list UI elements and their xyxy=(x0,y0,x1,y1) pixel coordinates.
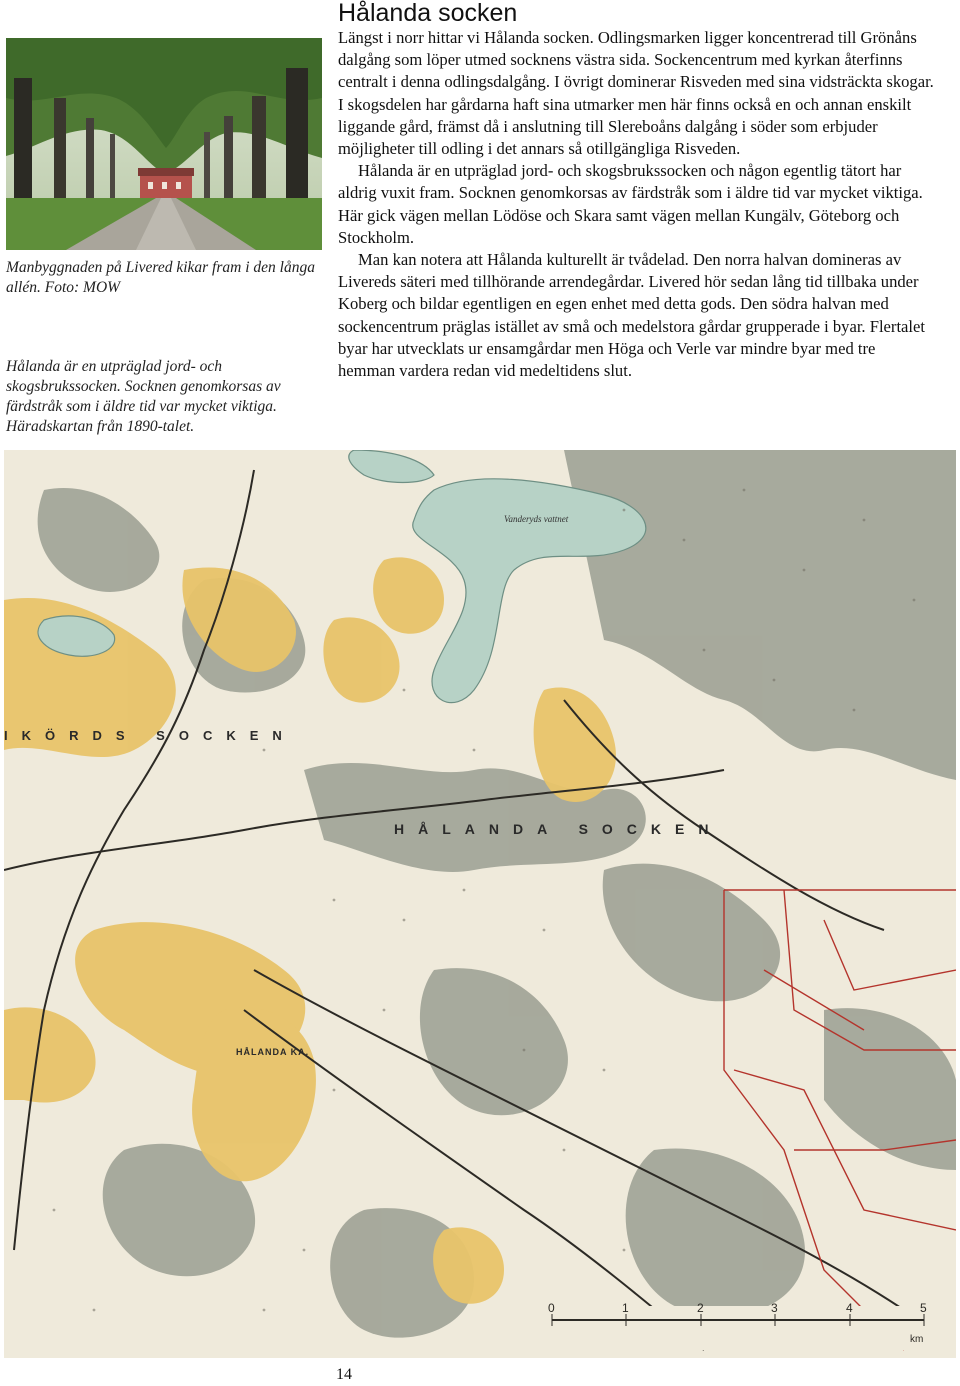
page-number: 14 xyxy=(336,1366,352,1383)
paragraph: Hålanda är en utpräglad jord- och skogsbrukssocken och någon egentlig tätort har aldrig vuxit fram. Socknen genomkorsas av färdstråk som i äldre tid var mycket viktiga. Här gick vägen mellan Lödöse och Skara samt vägen mellan Kungälv, Göteborg och Stockholm. xyxy=(338,161,923,247)
scale-unit: km xyxy=(910,1334,924,1345)
paragraph: Man kan notera att Hålanda kulturellt är tvådelad. Den norra halvan domineras av Livereds säteri med tillhörande arrendegårdar. Livered hör sedan lång tid tillbaka under Koberg och bildar egentligen en egen enhet med detta gods. Den södra halvan med sockencentrum präglas istället av små och medelstora gårdar grupperade i byar. Flertalet byar har utvecklats ur ensamgårdar men Höga och Verle var mindre byar med tre hemman vardera redan vid medeltidens slut. xyxy=(338,250,926,381)
scale-tick-label: 1 xyxy=(622,1301,629,1315)
scale-tick-label: 4 xyxy=(846,1301,853,1315)
map-caption: Hålanda är en utpräglad jord- och skogsbrukssocken. Socknen genomkorsas av färdstråk som i äldre tid var mycket viktiga. Häradskartan från 1890-talet. xyxy=(6,358,281,435)
scale-tick-label: 5 xyxy=(920,1301,927,1315)
map-scale-bar xyxy=(540,1301,930,1350)
parish-label-west: IKÖRDS SOCKEN xyxy=(4,728,296,743)
livered-avenue-photo xyxy=(6,38,322,250)
page-title: Hålanda socken xyxy=(338,0,518,27)
avenue-photo-image xyxy=(6,38,322,250)
scale-tick-label: 0 xyxy=(548,1301,555,1315)
church-label: HÅLANDA KA. xyxy=(236,1047,310,1057)
photo-caption: Manbyggnaden på Livered kikar fram i den långa allén. Foto: MOW xyxy=(6,259,315,296)
scale-tick-label: 2 xyxy=(697,1301,704,1315)
parish-label-main: HÅLANDA SOCKEN xyxy=(394,821,723,837)
scale-tick-label: 3 xyxy=(771,1301,778,1315)
map-drawing xyxy=(4,450,956,1358)
article-body xyxy=(338,27,934,382)
paragraph: Längst i norr hittar vi Hålanda socken. Odlingsmarken ligger koncentrerad till Grönåns dalgång som löper utmed socknens västra sida. Sockencentrum med kyrkan återfinns centralt i denna odlingsdalgång. I övrigt dominerar Risveden med sina vidsträckta skogar. I skogsdelen har gårdarna haft sina utmarker men här finns också en och annan enskilt liggande gård, främst då i anslutning till Slereboåns dalgång i söder som erbjuder möjligheter till odling i det annars så otillgängliga Risveden. xyxy=(338,28,934,159)
lake-label: Vanderyds vattnet xyxy=(504,514,569,524)
historical-map xyxy=(4,450,956,1358)
